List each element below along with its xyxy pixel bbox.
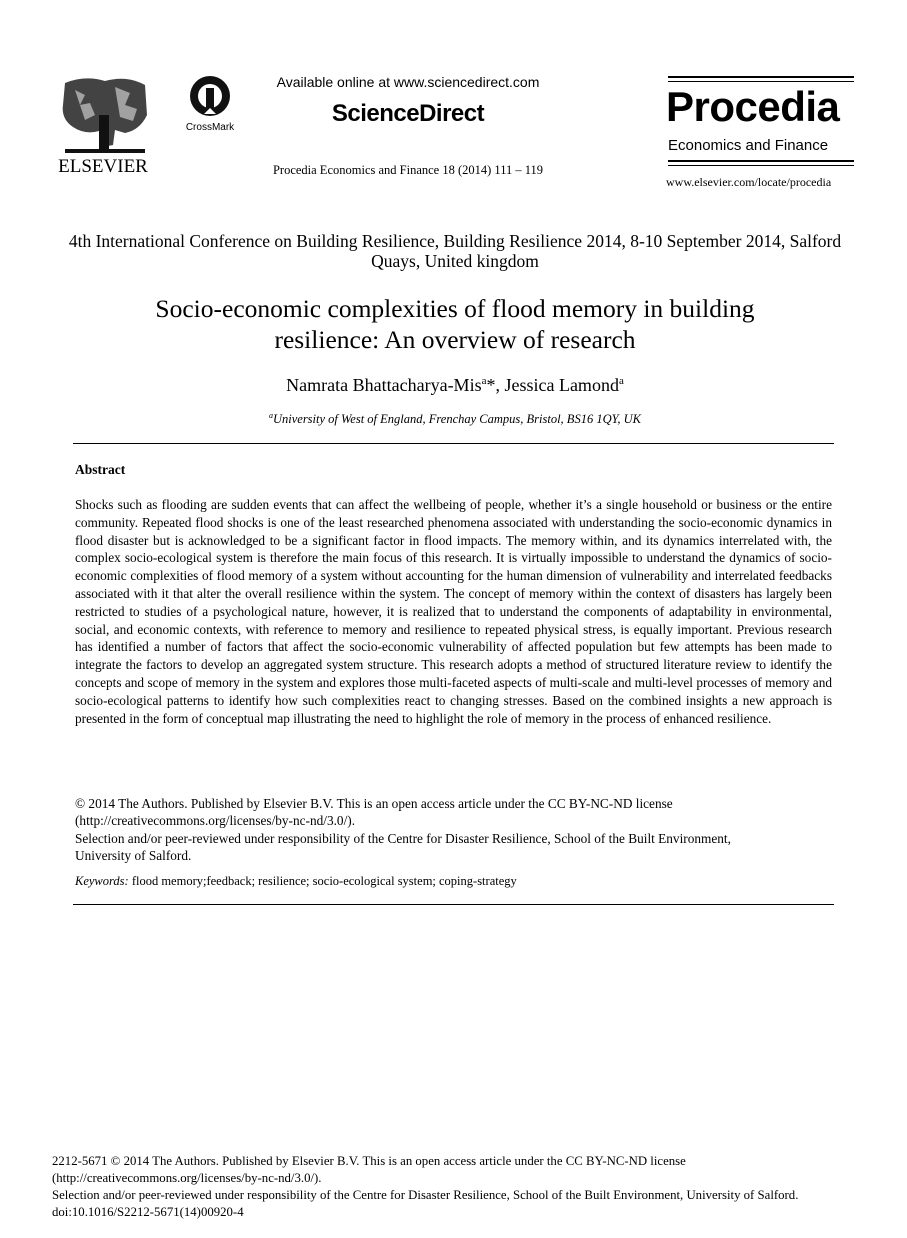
svg-text:CrossMark: CrossMark: [185, 122, 235, 133]
elsevier-wordmark: ELSEVIER: [58, 156, 148, 175]
conference-line: 4th International Conference on Building Resilience, Building Resilience 2014, 8-10 September 2014, Salford Quays, United kingdom: [68, 231, 842, 271]
abstract-body: Shocks such as flooding are sudden events that can affect the wellbeing of people, whether it’s a single household or business or the entire community. Repeated flood shocks is one of the least researched phenomena associated with understanding the socio-economic dynamics in flood disaster but is acknowledged to be a significant factor in flood impacts. The memory within, and its dynamics interrelated with, the complex socio-ecological system is therefore the main focus of this research. It is virtually impossible to understand the dynamics of socio-economic complexities of flood memory of a system without accounting for the human dimension of vulnerability and interrelated feedbacks associated with it that alter the overall resilience within the system. The concept of memory within the context of disasters has largely been restricted to studies of a psychological nature, however, it is realized that to understand the components of adaptability in environmental, social, and economic contexts, with reference to memory and resilience to repeated physical stress, is equally important. Previous research has identified a number of factors that affect the socio-economic vulnerability of affected population but few attempts has been made to integrate the factors to develop an aggregated system structure. This research adopts a method of structured literature review to identify the concepts and scope of memory in the system and explores those multi-faceted aspects of multi-scale and multi-level processes of memory and socio-ecological patterns to identify how such complexities react to changing stresses. Based on the combined insights a new approach is presented in the form of conceptual map illustrating the need to highlight the role of memory in the process of enhanced resilience.: [75, 497, 832, 726]
affiliation: [60, 411, 850, 427]
keywords-list: flood memory;feedback; resilience; socio-ecological system; coping-strategy: [128, 874, 517, 888]
review-line: University of Salford.: [75, 847, 192, 863]
procedia-rule: [668, 160, 854, 162]
procedia-subtitle: Economics and Finance: [668, 137, 829, 154]
author-affil-mark: a: [481, 375, 487, 387]
footer-license-link[interactable]: (http://creativecommons.org/licenses/by-nc-nd/3.0/).: [52, 1171, 322, 1185]
page-footer: [52, 1153, 862, 1221]
abstract-heading: Abstract: [75, 462, 126, 477]
keywords: [75, 874, 832, 889]
keywords-label: Keywords:: [75, 874, 129, 888]
affiliation-text: University of West of England, Frenchay Campus, Bristol, BS16 1QY, UK: [272, 412, 642, 427]
available-online: Available online at www.sciencedirect.com: [276, 74, 540, 90]
review-line: Selection and/or peer-reviewed under responsibility of the Centre for Disaster Resilience, School of the Built Environment,: [75, 830, 731, 846]
footer-doi[interactable]: doi:10.1016/S2212-5671(14)00920-4: [52, 1205, 244, 1219]
sciencedirect-wordmark: ScienceDirect: [331, 100, 485, 127]
author-affil-mark: a: [618, 375, 624, 387]
license-block: [75, 795, 832, 864]
author-name: Namrata Bhattacharya-Mis: [286, 375, 482, 395]
journal-citation: Procedia Economics and Finance 18 (2014) 111 – 119: [272, 163, 544, 177]
corresponding-mark: *,: [486, 375, 505, 395]
title-line-2: resilience: An overview of research: [274, 325, 636, 354]
paper-title: [60, 293, 850, 355]
footer-issn-license: 2212-5671 © 2014 The Authors. Published by Elsevier B.V. This is an open access article under the CC BY-NC-ND license: [52, 1154, 686, 1168]
elsevier-logo: [55, 75, 155, 175]
divider-bottom: [73, 904, 834, 905]
procedia-url[interactable]: www.elsevier.com/locate/procedia: [666, 175, 832, 189]
procedia-rule-thin: [668, 165, 854, 166]
author-list: [60, 375, 850, 396]
footer-review: Selection and/or peer-reviewed under responsibility of the Centre for Disaster Resilience, School of the Built Environment, University of Salford.: [52, 1188, 799, 1202]
divider-top: [73, 443, 834, 444]
license-line: © 2014 The Authors. Published by Elsevier B.V. This is an open access article under the CC BY-NC-ND license: [75, 796, 673, 811]
title-line-1: Socio-economic complexities of flood memory in building: [155, 294, 755, 323]
procedia-title: Procedia: [666, 83, 840, 130]
affiliation-mark: a: [268, 411, 273, 420]
author-name: Jessica Lamond: [504, 375, 619, 395]
license-link[interactable]: (http://creativecommons.org/licenses/by-nc-nd/3.0/).: [75, 813, 356, 829]
